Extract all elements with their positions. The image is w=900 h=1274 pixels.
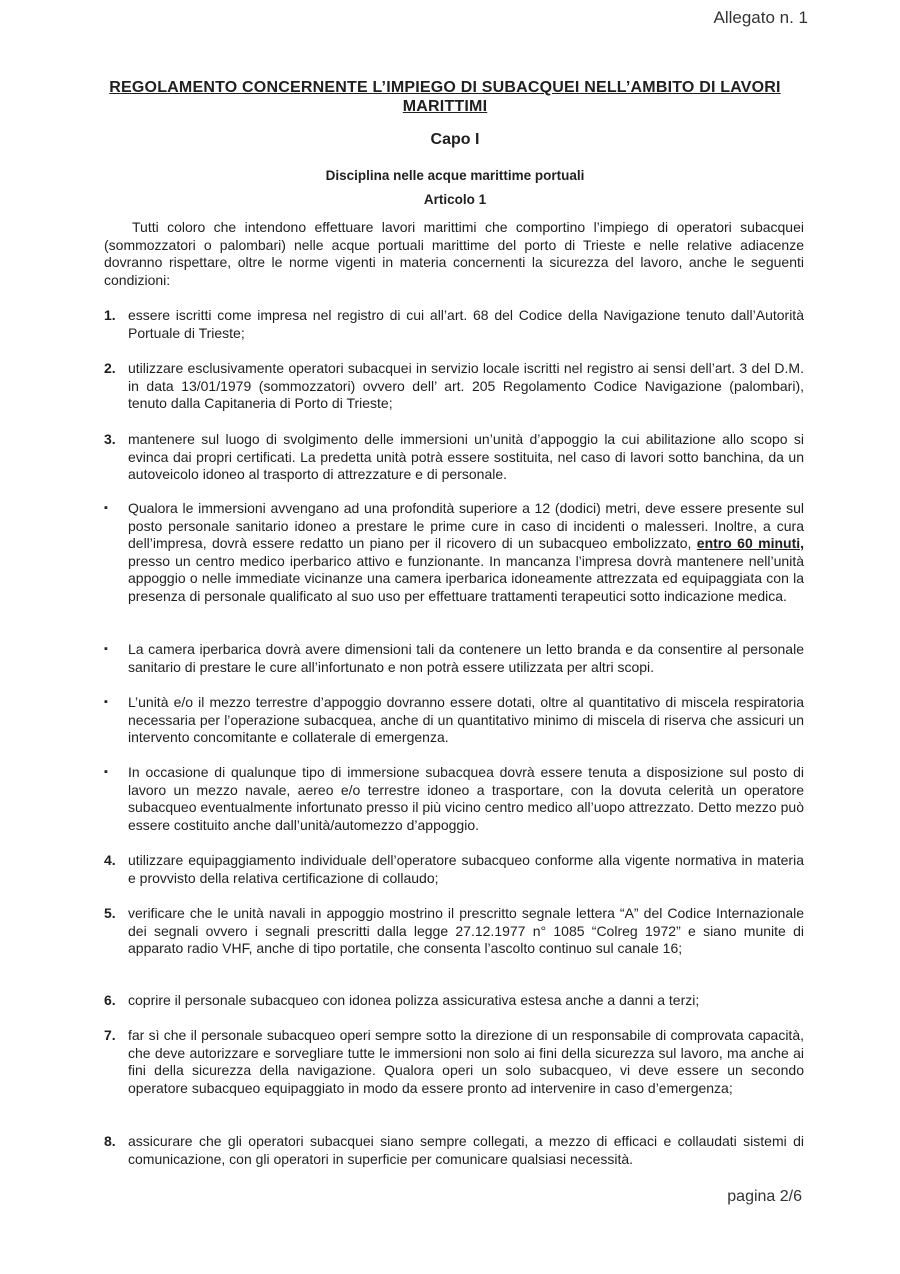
item-text: La camera iperbarica dovrà avere dimensioni tali da contenere un letto branda e da consentire al personale sanitario di prestare le cure all’infortunato e non potrà essere utilizzata per altri scopi.	[128, 641, 804, 675]
page-number: pagina 2/6	[727, 1188, 802, 1205]
list-item	[104, 905, 804, 958]
item-text: verificare che le unità navali in appoggio mostrino il prescritto segnale lettera “A” del Codice Internazionale dei segnali ovvero i segnali prescritti dalla legge 27.12.1977 n° 1085 “Colreg 1972” e siano munite di apparato radio VHF, anche di tipo portatile, che consenta l’ascolto continuo sul canale 16;	[128, 905, 804, 956]
item-marker: 7.	[104, 1027, 116, 1043]
bullet-marker: ▪	[104, 766, 108, 778]
list-item	[104, 431, 804, 484]
item-text: In occasione di qualunque tipo di immersione subacquea dovrà essere tenuta a disposizione sul posto di lavoro un mezzo navale, aereo e/o terrestre idoneo a trasportare, con la dovuta celerità un operatore subacqueo eventualmente infortunato presso il più vicino centro medico all’uopo attrezzato. Detto mezzo può essere costituito anche dall’unità/automezzo d’appoggio.	[128, 764, 804, 833]
item-text: L’unità e/o il mezzo terrestre d’appoggio dovranno essere dotati, oltre al quantitativo di miscela respiratoria necessaria per l’operazione subacquea, anche di un quantitativo minimo di miscela di riserva che assicuri un intervento concomitante e collaterale di emergenza.	[128, 694, 804, 745]
item-text: assicurare che gli operatori subacquei siano sempre collegati, a mezzo di efficaci e collaudati sistemi di comunicazione, con gli operatori in superficie per comunicare qualsiasi necessità.	[128, 1133, 804, 1167]
chapter-heading: Capo I	[430, 131, 480, 148]
list-item	[104, 307, 804, 342]
item-text-part: Qualora le immersioni avvengano ad una profondità superiore a 12 (dodici) metri, deve essere presente sul posto personale sanitario idoneo a prestare le prime cure in caso di incidenti o malesseri. Inoltre, a cura dell’impresa, dovrà essere redatto un piano per il ricovero di un subacqueo embolizzato,	[128, 500, 804, 551]
bullet-marker: ▪	[104, 696, 108, 708]
list-item	[104, 1133, 804, 1168]
item-text: utilizzare esclusivamente operatori subacquei in servizio locale iscritti nel registro ai sensi dell’art. 3 del D.M. in data 13/01/1979 (sommozzatori) ovvero dell’ art. 205 Regolamento Codice Navigazione (palombari), tenuto dalla Capitaneria di Porto di Trieste;	[128, 360, 804, 411]
item-marker: 6.	[104, 992, 116, 1008]
list-item	[104, 641, 804, 676]
item-marker: 1.	[104, 307, 116, 323]
list-item	[104, 764, 804, 834]
list-item	[104, 360, 804, 413]
item-text: far sì che il personale subacqueo operi sempre sotto la direzione di un responsabile di comprovata capacità, che deve autorizzare e sorvegliare tutte le immersioni non solo ai fini della sicurezza sul lavoro, ma anche ai fini della sicurezza della navigazione. Qualora operi un solo subacqueo, vi deve essere un secondo operatore subacqueo equipaggiato in modo da essere pronto ad intervenire in caso d’emergenza;	[128, 1027, 804, 1096]
list-item	[104, 1027, 804, 1097]
item-marker: 5.	[104, 905, 116, 921]
item-text: essere iscritti come impresa nel registro di cui all’art. 68 del Codice della Navigazione tenuto dall’Autorità Portuale di Trieste;	[128, 307, 804, 341]
article-heading: Articolo 1	[423, 192, 487, 207]
list-item	[104, 852, 804, 887]
list-item	[104, 992, 804, 1010]
item-text-part: presso un centro medico iperbarico attivo e funzionante. In mancanza l’impresa dovrà mantenere nell’unità appoggio o nelle immediate vicinanze una camera iperbarica idoneamente attrezzata ed equipaggiata con la presenza di personale qualificato al suo uso per effettuare trattamenti terapeutici sotto indicazione medica.	[128, 552, 804, 604]
document-title: REGOLAMENTO CONCERNENTE L’IMPIEGO DI SUBACQUEI NELL’AMBITO DI LAVORI MARITTIMI	[109, 79, 781, 115]
item-marker: 2.	[104, 360, 116, 376]
item-text: utilizzare equipaggiamento individuale dell’operatore subacqueo conforme alla vigente normativa in materia e provvisto della relativa certificazione di collaudo;	[128, 852, 804, 886]
bullet-marker: ▪	[104, 502, 108, 514]
item-text	[128, 500, 804, 605]
section-heading: Disciplina nelle acque marittime portuali	[325, 168, 585, 183]
bullet-marker: ▪	[104, 643, 108, 655]
item-marker: 4.	[104, 852, 116, 868]
emphasis-text: entro 60 minuti,	[696, 535, 805, 551]
item-text: coprire il personale subacqueo con idonea polizza assicurativa estesa anche a danni a terzi;	[128, 992, 700, 1008]
item-text: mantenere sul luogo di svolgimento delle immersioni un’unità d’appoggio la cui abilitazione allo scopo si evinca dai propri certificati. La predetta unità potrà essere sostituita, nel caso di lavori sotto banchina, da un autoveicolo idoneo al trasporto di attrezzature e di personale.	[128, 431, 804, 482]
list-item	[104, 500, 804, 605]
item-marker: 8.	[104, 1133, 116, 1149]
intro-paragraph: Tutti coloro che intendono effettuare lavori marittimi che comportino l’impiego di operatori subacquei (sommozzatori o palombari) nelle acque portuali marittime del porto di Trieste e nelle relative adiacenze dovranno rispettare, oltre le norme vigenti in materia concernenti la sicurezza del lavoro, anche le seguenti condizioni:	[104, 219, 804, 288]
list-item	[104, 694, 804, 747]
item-marker: 3.	[104, 431, 116, 447]
annex-label: Allegato n. 1	[713, 8, 808, 27]
